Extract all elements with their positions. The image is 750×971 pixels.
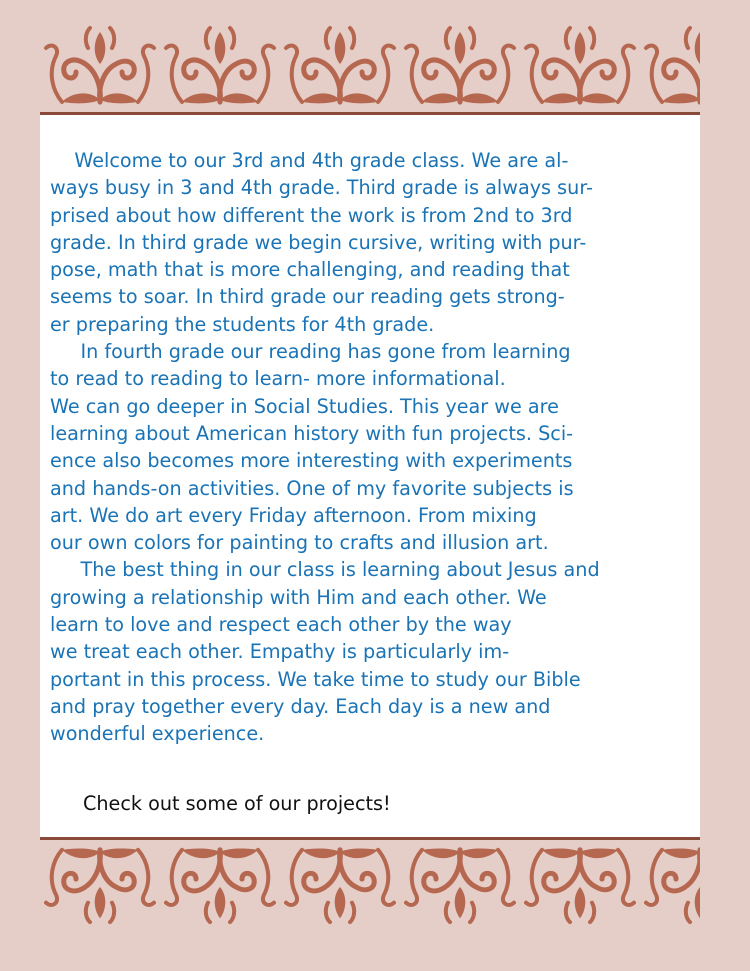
- letter-line: pose, math that is more challenging, and reading that: [50, 258, 570, 282]
- letter-line: ways busy in 3 and 4th grade. Third grade is always sur-: [50, 176, 593, 200]
- projects-callout: Check out some of our projects!: [83, 792, 391, 815]
- letter-line: art. We do art every Friday afternoon. From mixing: [50, 503, 537, 527]
- welcome-letter: [50, 147, 700, 748]
- letter-line: wonderful experience.: [50, 722, 265, 746]
- floral-border-icon: [40, 840, 700, 930]
- letter-line: portant in this process. We take time to study our Bible: [50, 667, 581, 691]
- letter-line: ence also becomes more interesting with experiments: [50, 449, 573, 473]
- letter-line: The best thing in our class is learning about Jesus and: [50, 558, 600, 582]
- letter-line: we treat each other. Empathy is particularly im-: [50, 640, 510, 664]
- letter-line: seems to soar. In third grade our reading gets strong-: [50, 285, 565, 309]
- letter-line: our own colors for painting to crafts and illusion art.: [50, 531, 549, 555]
- letter-line: and hands-on activities. One of my favorite subjects is: [50, 476, 574, 500]
- letter-line: er preparing the students for 4th grade.: [50, 312, 435, 336]
- letter-card: [40, 112, 700, 840]
- top-ornament-border: [40, 20, 700, 112]
- letter-line: In fourth grade our reading has gone from learning: [50, 340, 571, 364]
- letter-line: prised about how different the work is from 2nd to 3rd: [50, 203, 573, 227]
- letter-line: Welcome to our 3rd and 4th grade class. We are al-: [50, 149, 569, 172]
- letter-line: to read to reading to learn- more informational.: [50, 367, 506, 391]
- letter-line: growing a relationship with Him and each other. We: [50, 585, 547, 609]
- letter-line: learn to love and respect each other by the way: [50, 613, 512, 637]
- letter-line: We can go deeper in Social Studies. This year we are: [50, 394, 559, 418]
- floral-border-icon: [40, 20, 700, 112]
- letter-line: and pray together every day. Each day is a new and: [50, 694, 551, 718]
- letter-line: learning about American history with fun projects. Sci-: [50, 421, 574, 445]
- letter-line: grade. In third grade we begin cursive, writing with pur-: [50, 230, 587, 254]
- bottom-ornament-border: [40, 840, 700, 930]
